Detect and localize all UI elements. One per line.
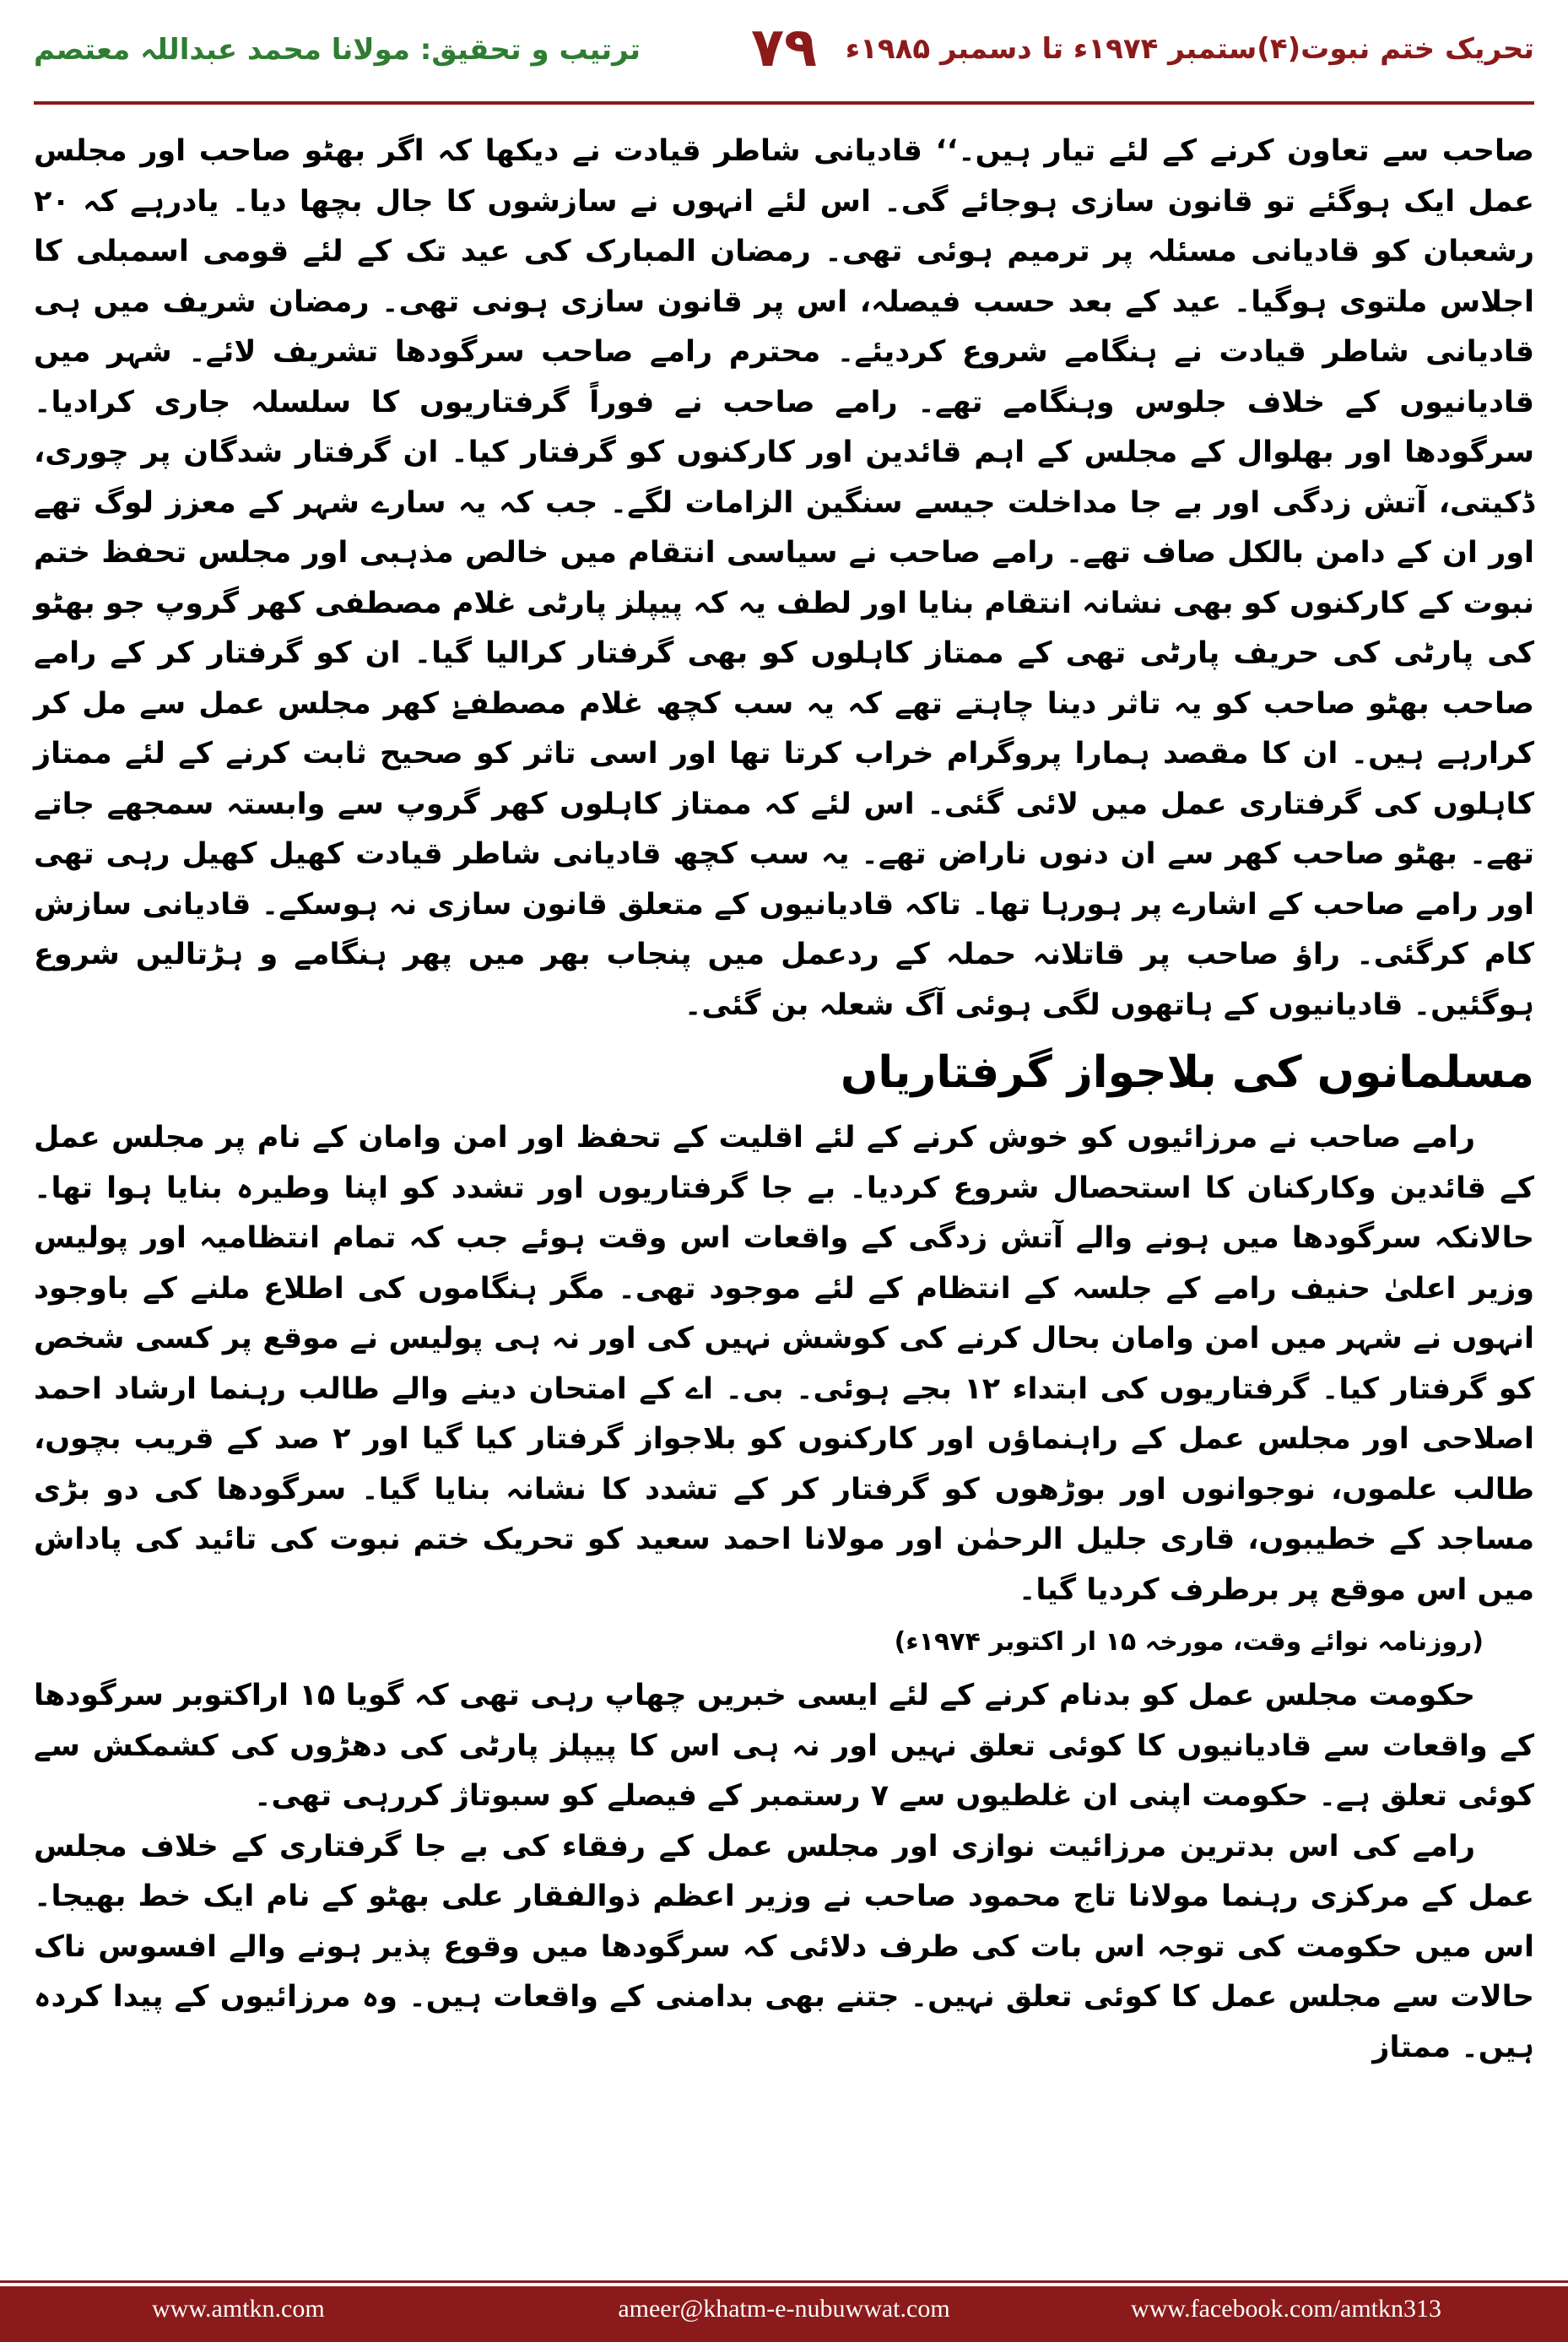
email-link[interactable]: ameer@khatm-e-nubuwwat.com: [618, 2295, 950, 2323]
paragraph-3: حکومت مجلس عمل کو بدنام کرنے کے لئے ایسی خبریں چھاپ رہی تھی کہ گویا ۱۵ اراکتوبر سرگودھا کے واقعات سے قادیانیوں کا کوئی تعلق نہیں اور نہ ہی اس کا پیپلز پارٹی کی دھڑوں کی کشمکش سے کوئی تعلق ہے۔ حکومت اپنی ان غلطیوں سے ۷ رستمبر کے فیصلے کو سبوتاژ کررہی تھی۔: [34, 1679, 1534, 1813]
compiler-credit: ترتیب و تحقیق: مولانا محمد عبداللہ معتصم: [34, 33, 641, 67]
page-header: [34, 17, 1534, 93]
section-heading: مسلمانوں کی بلاجواز گرفتاریاں: [841, 1047, 1534, 1098]
footer-divider: [0, 2280, 1568, 2283]
page-body: [34, 127, 1534, 2073]
header-divider: [34, 101, 1534, 105]
paragraph-2: رامے صاحب نے مرزائیوں کو خوش کرنے کے لئے اقلیت کے تحفظ اور امن وامان کے نام پر مجلس عمل کے قائدین وکارکنان کا استحصال شروع کردیا۔ بے جا گرفتاریوں اور تشدد کو اپنا وطیرہ بنایا ہوا تھا۔ حالانکہ سرگودھا میں ہونے والے آتش زدگی کے واقعات اس وقت ہوئے جب کہ تمام انتظامیہ اور پولیس وزیر اعلیٰ حنیف رامے کے جلسہ کے انتظام کے لئے موجود تھی۔ مگر ہنگاموں کی اطلاع ملنے کے باوجود انہوں نے شہر میں امن وامان بحال کرنے کی کوشش نہیں کی اور نہ ہی پولیس نے موقع پر کسی شخص کو گرفتار کیا۔ گرفتاریوں کی ابتداء ۱۲ بجے ہوئی۔ بی۔ اے کے امتحان دینے والے طالب رہنما ارشاد احمد اصلاحی اور مجلس عمل کے راہنماؤں اور کارکنوں کو بلاجواز گرفتار کیا گیا اور ۲ صد کے قریب بچوں، طالب علموں، نوجوانوں اور بوڑھوں کو گرفتار کر کے تشدد کا نشانہ بنایا گیا۔ سرگودھا کی دو بڑی مساجد کے خطیبوں، قاری جلیل الرحمٰن اور مولانا احمد سعید کو تحریک ختم نبوت کی تائید کی پاداش میں اس موقع پر برطرف کردیا گیا۔: [34, 1121, 1534, 1607]
book-title: تحریک ختم نبوت(۴)ستمبر ۱۹۷۴ء تا دسمبر ۱۹۸۵ء: [845, 32, 1534, 66]
paragraph-1: صاحب سے تعاون کرنے کے لئے تیار ہیں۔‘‘ قادیانی شاطر قیادت نے دیکھا کہ اگر بھٹو صاحب اور مجلس عمل ایک ہوگئے تو قانون سازی ہوجائے گی۔ اس لئے انہوں نے سازشوں کا جال بچھا دیا۔ یادرہے کہ ۲۰ رشعبان کو قادیانی مسئلہ پر ترمیم ہوئی تھی۔ رمضان المبارک کی عید تک کے لئے قومی اسمبلی کا اجلاس ملتوی ہوگیا۔ عید کے بعد حسب فیصلہ، اس پر قانون سازی ہونی تھی۔ رمضان شریف میں ہی قادیانی شاطر قیادت نے ہنگامے شروع کردیئے۔ محترم رامے صاحب سرگودھا تشریف لائے۔ شہر میں قادیانیوں کے خلاف جلوس وہنگامے تھے۔ رامے صاحب نے فوراً گرفتاریوں کا سلسلہ جاری کرادیا۔ سرگودھا اور بھلوال کے مجلس کے اہم قائدین اور کارکنوں کو گرفتار کیا۔ ان گرفتار شدگان پر چوری، ڈکیتی، آتش زدگی اور بے جا مداخلت جیسے سنگین الزامات لگے۔ جب کہ یہ سارے شہر کے معزز لوگ تھے اور ان کے دامن بالکل صاف تھے۔ رامے صاحب نے سیاسی انتقام میں خالص مذہبی اور مجلس تحفظ ختم نبوت کے کارکنوں کو بھی نشانہ انتقام بنایا اور لطف یہ کہ پیپلز پارٹی غلام مصطفی کھر گروپ جو بھٹو کی پارٹی کی حریف پارٹی تھی کے ممتاز کاہلوں کو بھی گرفتار کرالیا گیا۔ ان کو گرفتار کر کے رامے صاحب بھٹو صاحب کو یہ تاثر دینا چاہتے تھے کہ یہ سب کچھ غلام مصطفےٰ کھر مجلس عمل سے مل کر کرارہے ہیں۔ ان کا مقصد ہمارا پروگرام خراب کرتا تھا اور اسی تاثر کو صحیح ثابت کرنے کے لئے ممتاز کاہلوں کی گرفتاری عمل میں لائی گئی۔ اس لئے کہ ممتاز کاہلوں کھر گروپ سے وابستہ سمجھے جاتے تھے۔ بھٹو صاحب کھر سے ان دنوں ناراض تھے۔ یہ سب کچھ قادیانی شاطر قیادت کھیل کھیل رہی تھی اور رامے صاحب کے اشارے پر ہورہا تھا۔ تاکہ قادیانیوں کے متعلق قانون سازی نہ ہوسکے۔ قادیانی سازش کام کرگئی۔ راؤ صاحب پر قاتلانہ حملہ کے ردعمل میں پنجاب بھر میں پھر ہنگامے و ہڑتالیں شروع ہوگئیں۔ قادیانیوں کے ہاتھوں لگی ہوئی آگ شعلہ بن گئی۔: [34, 134, 1534, 1022]
facebook-link[interactable]: www.facebook.com/amtkn313: [1131, 2295, 1441, 2323]
citation: (روزنامہ نوائے وقت، مورخہ ۱۵ ار اکتوبر ۱۹۷۴ء): [894, 1627, 1484, 1657]
paragraph-4: رامے کی اس بدترین مرزائیت نوازی اور مجلس عمل کے رفقاء کی بے جا گرفتاری کے خلاف مجلس عمل کے مرکزی رہنما مولانا تاج محمود صاحب نے وزیر اعظم ذوالفقار علی بھٹو کے نام ایک خط بھیجا۔ اس میں حکومت کی توجہ اس بات کی طرف دلائی کہ سرگودھا میں وقوع پذیر ہونے والے افسوس ناک حالات سے مجلس عمل کا کوئی تعلق نہیں۔ جتنے بھی بدامنی کے واقعات ہیں۔ وہ مرزائیوں کے پیدا کردہ ہیں۔ ممتاز: [34, 1829, 1534, 2064]
website-link[interactable]: www.amtkn.com: [152, 2295, 325, 2323]
page-number: ۷۹: [750, 17, 818, 79]
page-footer: [0, 2286, 1568, 2342]
